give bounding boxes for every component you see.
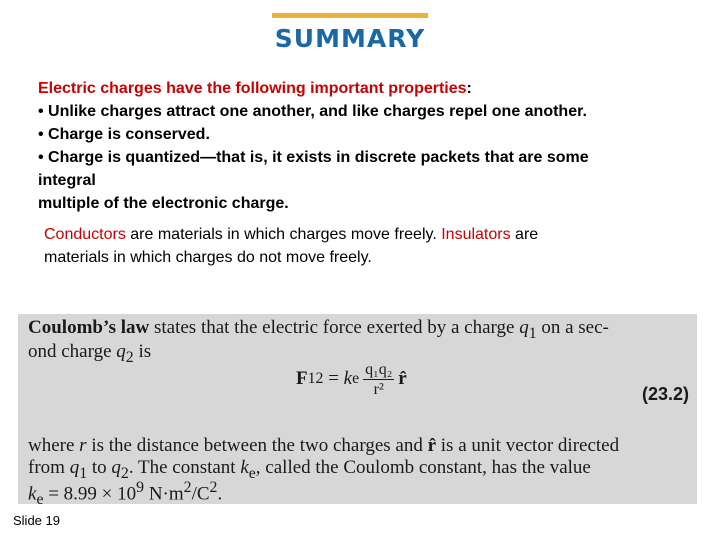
subscript: e bbox=[352, 370, 360, 387]
symbol-q: q bbox=[519, 317, 529, 338]
unit-vector-symbol: r̂ bbox=[398, 368, 407, 389]
conductors-line-2: materials in which charges do not move freely. bbox=[44, 249, 372, 266]
excerpt-text: , called the Coulomb constant, has the value bbox=[255, 457, 591, 478]
excerpt-text: . bbox=[217, 483, 223, 505]
excerpt-line-2 bbox=[28, 341, 151, 367]
superscript: 2 bbox=[183, 479, 192, 496]
property-bullet: • Unlike charges attract one another, and like charges repel one another. bbox=[38, 103, 587, 120]
summary-accent-bar bbox=[272, 13, 428, 18]
properties-intro: Electric charges have the following important properties bbox=[38, 80, 467, 97]
equation-fraction bbox=[363, 360, 394, 399]
coulomb-constant-symbol: k bbox=[240, 457, 249, 478]
fraction-numerator: q₁q₂ bbox=[365, 360, 393, 378]
conductors-text: are materials in which charges move freely. bbox=[125, 226, 442, 243]
coulomb-law-term: Coulomb’s law bbox=[28, 317, 150, 338]
subscript: 2 bbox=[120, 464, 129, 482]
property-continuation: multiple of the electronic charge. bbox=[38, 195, 289, 212]
properties-block bbox=[38, 77, 678, 215]
excerpt-text: . The constant bbox=[128, 457, 241, 478]
units-text: N·m bbox=[144, 483, 184, 505]
subscript: 2 bbox=[125, 348, 134, 366]
symbol-q: q bbox=[116, 341, 126, 362]
subscript: 12 bbox=[307, 370, 324, 387]
coulomb-constant-symbol: k bbox=[343, 368, 353, 389]
coulomb-equation bbox=[296, 350, 407, 408]
property-continuation: integral bbox=[38, 172, 96, 189]
superscript: 9 bbox=[136, 479, 145, 496]
units-text: /C bbox=[191, 483, 210, 505]
excerpt-text: on a sec- bbox=[536, 317, 609, 338]
excerpt-text: states that the electric force exerted by a charge bbox=[149, 317, 520, 338]
unit-vector-symbol: r̂ bbox=[427, 435, 437, 456]
coulomb-law-excerpt bbox=[18, 314, 697, 509]
force-symbol: F bbox=[296, 368, 308, 389]
excerpt-line-1 bbox=[28, 317, 609, 343]
symbol-q: q bbox=[69, 457, 80, 478]
excerpt-text: from bbox=[28, 457, 70, 478]
subscript: 1 bbox=[79, 464, 88, 482]
subscript: e bbox=[36, 491, 44, 509]
symbol-q: q bbox=[111, 457, 121, 478]
subscript: 1 bbox=[528, 324, 537, 342]
slide-number: Slide 19 bbox=[13, 513, 60, 528]
equals-sign: = bbox=[323, 368, 344, 389]
excerpt-text: is bbox=[133, 341, 152, 362]
property-bullet: • Charge is quantized—that is, it exists in discrete packets that are some bbox=[38, 149, 589, 166]
excerpt-line-5 bbox=[28, 479, 222, 509]
insulators-text: are bbox=[510, 226, 539, 243]
excerpt-text: where bbox=[28, 435, 80, 456]
property-bullet: • Charge is conserved. bbox=[38, 126, 210, 143]
excerpt-text: is a unit vector directed bbox=[436, 435, 620, 456]
excerpt-text: ond charge bbox=[28, 341, 117, 362]
excerpt-text: to bbox=[87, 457, 112, 478]
conductors-line-1 bbox=[44, 223, 684, 246]
conductors-block bbox=[44, 223, 684, 269]
conductors-term: Conductors bbox=[44, 226, 126, 243]
properties-intro-line bbox=[38, 77, 678, 100]
fraction-denominator: r² bbox=[373, 380, 384, 398]
superscript: 2 bbox=[209, 479, 218, 496]
excerpt-line-3 bbox=[28, 435, 619, 457]
summary-title: SUMMARY bbox=[274, 24, 426, 53]
equation-number: (23.2) bbox=[641, 384, 689, 404]
coulomb-constant-value: = 8.99 × 10 bbox=[43, 483, 137, 505]
symbol-r: r bbox=[79, 435, 87, 456]
insulators-term: Insulators bbox=[441, 226, 511, 243]
properties-intro-colon: : bbox=[466, 80, 472, 97]
summary-header bbox=[272, 13, 428, 53]
excerpt-text: is the distance between the two charges and bbox=[86, 435, 428, 456]
coulomb-constant-symbol: k bbox=[28, 483, 37, 505]
subscript: e bbox=[248, 464, 256, 482]
